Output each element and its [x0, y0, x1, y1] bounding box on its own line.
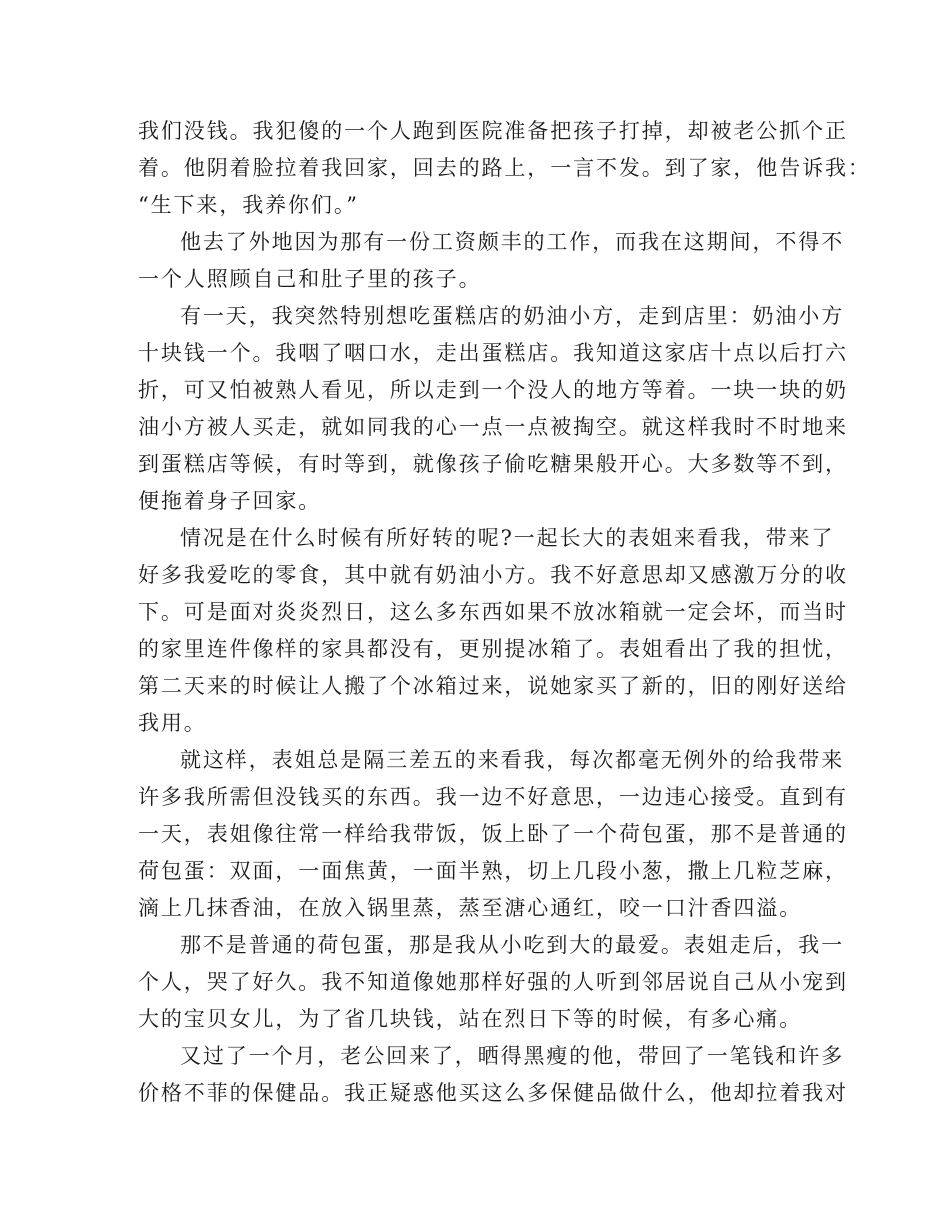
- paragraph: [138, 520, 848, 742]
- paragraph: [138, 1038, 848, 1112]
- text-line: 下。可是面对炎炎烈日，这么多东西如果不放冰箱就一定会坏，而当时: [138, 600, 848, 624]
- paragraph: [138, 113, 871, 224]
- paragraph: [138, 224, 845, 298]
- text-line: 的家里连件像样的家具都没有，更别提冰箱了。表姐看出了我的担忧，: [138, 637, 848, 661]
- text-line: 便拖着身子回家。: [138, 489, 322, 513]
- paragraph: [138, 927, 848, 1038]
- text-line: 情况是在什么时候有所好转的呢?一起长大的表姐来看我，带来了: [180, 526, 835, 550]
- text-line: 就这样，表姐总是隔三差五的来看我，每次都毫无例外的给我带来: [180, 748, 845, 772]
- text-line: “生下来，我养你们。”: [138, 193, 359, 217]
- text-line: 一个人照顾自己和肚子里的孩子。: [138, 267, 482, 291]
- text-line: 个人，哭了好久。我不知道像她那样好强的人听到邻居说自己从小宠到: [138, 970, 848, 994]
- text-line: 到蛋糕店等候，有时等到，就像孩子偷吃糖果般开心。大多数等不到，: [138, 452, 848, 476]
- text-line: 有一天，我突然特别想吃蛋糕店的奶油小方，走到店里：奶油小方: [180, 304, 845, 328]
- text-line: 十块钱一个。我咽了咽口水，走出蛋糕店。我知道这家店十点以后打六: [138, 341, 848, 365]
- text-line: 他去了外地因为那有一份工资颇丰的工作，而我在这期间，不得不: [180, 230, 845, 254]
- text-line: 第二天来的时候让人搬了个冰箱过来，说她家买了新的，旧的刚好送给: [138, 674, 848, 698]
- text-line: 我们没钱。我犯傻的一个人跑到医院准备把孩子打掉，却被老公抓个正: [138, 119, 848, 143]
- text-line: 又过了一个月，老公回来了，晒得黑瘦的他，带回了一笔钱和许多: [180, 1044, 845, 1068]
- paragraph: [138, 742, 848, 927]
- text-line: 荷包蛋：双面，一面焦黄，一面半熟，切上几段小葱，撒上几粒芝麻，: [138, 859, 848, 883]
- paragraph: [138, 298, 848, 520]
- text-line: 价格不菲的保健品。我正疑惑他买这么多保健品做什么，他却拉着我对: [138, 1081, 848, 1105]
- text-line: 油小方被人买走，就如同我的心一点一点被掏空。就这样我时不时地来: [138, 415, 848, 439]
- text-line: 好多我爱吃的零食，其中就有奶油小方。我不好意思却又感激万分的收: [138, 563, 848, 587]
- text-line: 大的宝贝女儿，为了省几块钱，站在烈日下等的时候，有多心痛。: [138, 1007, 803, 1031]
- text-line: 着。他阴着脸拉着我回家，回去的路上，一言不发。到了家，他告诉我：: [138, 156, 871, 180]
- text-line: 一天，表姐像往常一样给我带饭，饭上卧了一个荷包蛋，那不是普通的: [138, 822, 848, 846]
- text-line: 许多我所需但没钱买的东西。我一边不好意思，一边违心接受。直到有: [138, 785, 848, 809]
- text-line: 那不是普通的荷包蛋，那是我从小吃到大的最爱。表姐走后，我一: [180, 933, 845, 957]
- text-line: 滴上几抹香油，在放入锅里蒸，蒸至溏心通红，咬一口汁香四溢。: [138, 896, 803, 920]
- text-line: 我用。: [138, 711, 207, 735]
- text-line: 折，可又怕被熟人看见，所以走到一个没人的地方等着。一块一块的奶: [138, 378, 848, 402]
- document-body: [138, 113, 871, 1112]
